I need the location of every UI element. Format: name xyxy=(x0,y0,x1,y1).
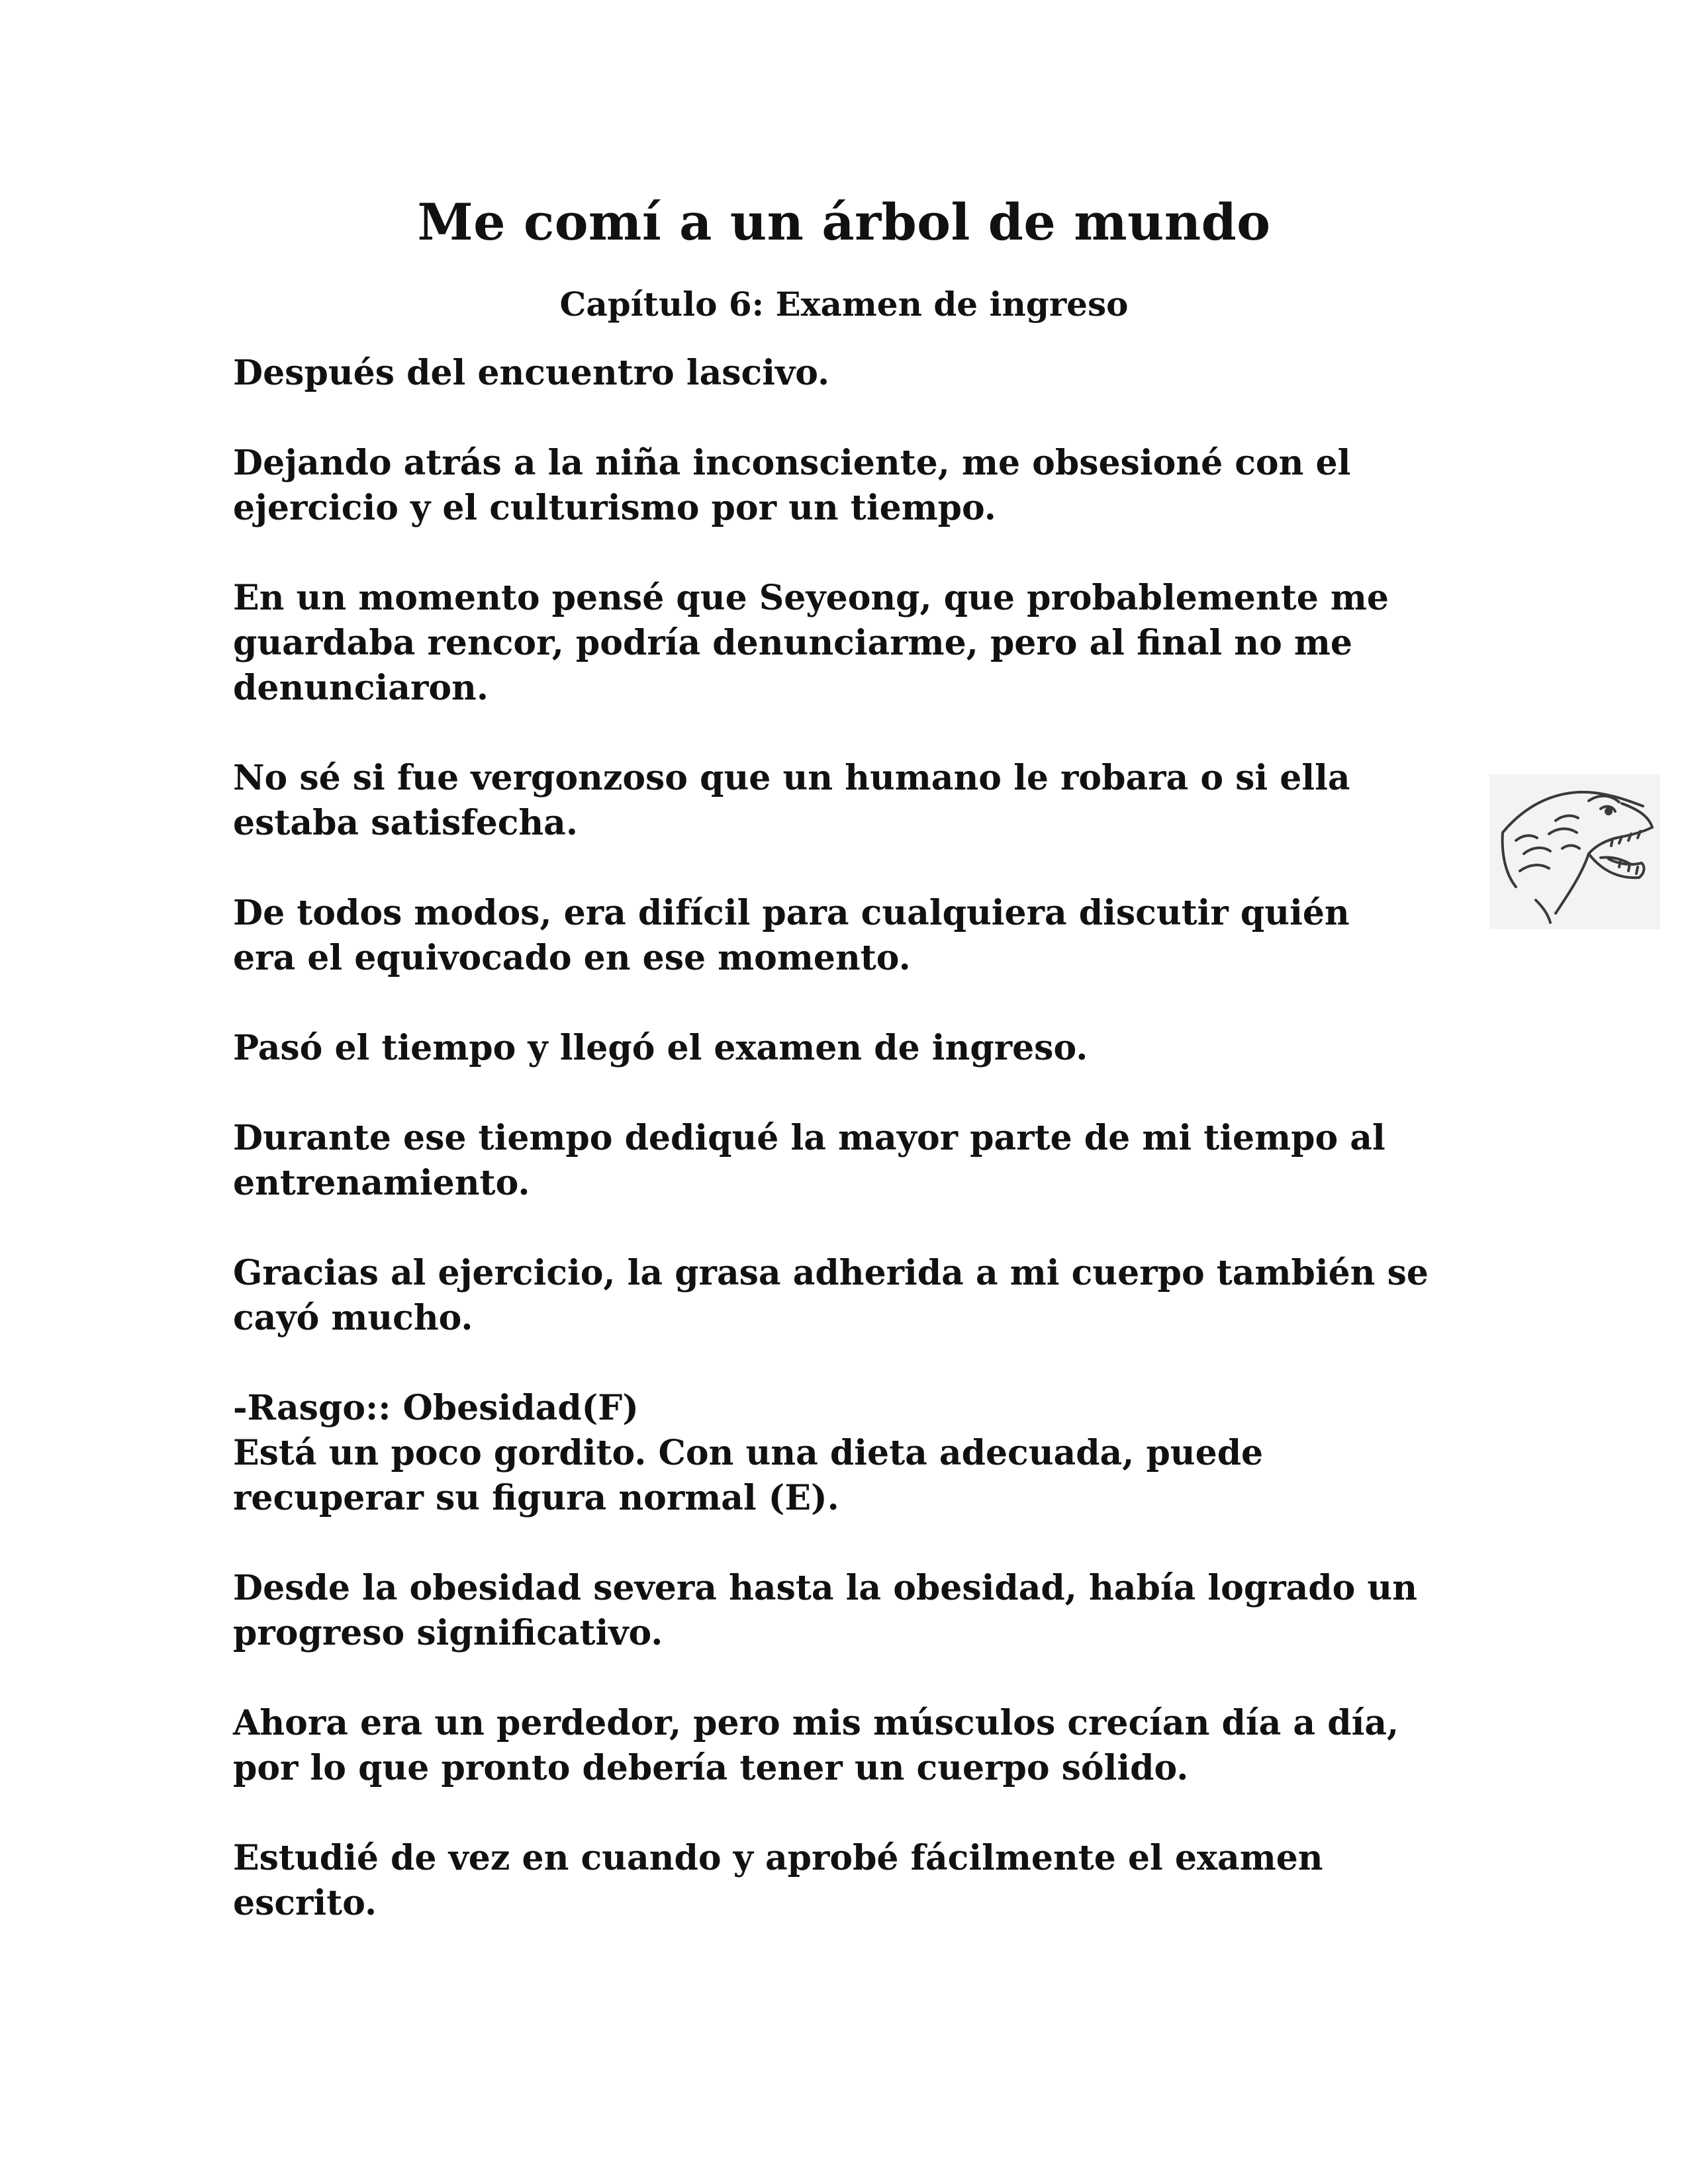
text-line: guardaba rencor, podría denunciarme, pero al final no me xyxy=(233,623,1352,663)
paragraph xyxy=(233,891,1477,981)
text-line: Gracias al ejercicio, la grasa adherida a mi cuerpo también se xyxy=(233,1253,1429,1293)
paragraph xyxy=(233,1026,1477,1071)
text-line: Desde la obesidad severa hasta la obesidad, había logrado un xyxy=(233,1568,1418,1608)
paragraph xyxy=(233,1251,1477,1341)
paragraph xyxy=(233,756,1477,846)
text-line: escrito. xyxy=(233,1883,377,1923)
text-line: Estudié de vez en cuando y aprobé fácilmente el examen xyxy=(233,1838,1323,1878)
text-line: era el equivocado en ese momento. xyxy=(233,938,911,978)
text-line: cayó mucho. xyxy=(233,1298,473,1338)
text-line: En un momento pensé que Seyeong, que probablemente me xyxy=(233,578,1389,618)
text-line: ejercicio y el culturismo por un tiempo. xyxy=(233,488,996,528)
text-line: Durante ese tiempo dediqué la mayor parte de mi tiempo al xyxy=(233,1118,1385,1158)
trait-heading xyxy=(233,1386,1477,1431)
paragraph xyxy=(233,351,1477,396)
text-line: por lo que pronto debería tener un cuerpo sólido. xyxy=(233,1748,1189,1788)
text-line: No sé si fue vergonzoso que un humano le robara o si ella xyxy=(233,758,1350,798)
text-line: -Rasgo:: Obesidad(F) xyxy=(233,1388,639,1428)
text-line: De todos modos, era difícil para cualquiera discutir quién xyxy=(233,893,1350,933)
dinosaur-head-sketch-icon xyxy=(1489,774,1660,929)
paragraph xyxy=(233,1836,1477,1926)
document-title: Me comí a un árbol de mundo xyxy=(417,193,1271,251)
text-line: Pasó el tiempo y llegó el examen de ingreso. xyxy=(233,1028,1088,1068)
chapter-body xyxy=(233,351,1477,1971)
text-line: recuperar su figura normal (E). xyxy=(233,1478,839,1518)
text-line: entrenamiento. xyxy=(233,1163,530,1203)
text-line: estaba satisfecha. xyxy=(233,803,578,843)
paragraph xyxy=(233,576,1477,711)
text-line: Dejando atrás a la niña inconsciente, me obsesioné con el xyxy=(233,443,1351,483)
paragraph xyxy=(233,1116,1477,1206)
paragraph xyxy=(233,441,1477,531)
text-line: Está un poco gordito. Con una dieta adecuada, puede xyxy=(233,1433,1264,1473)
chapter-subtitle: Capítulo 6: Examen de ingreso xyxy=(559,285,1129,324)
text-line: progreso significativo. xyxy=(233,1613,663,1653)
trait-description xyxy=(233,1431,1477,1521)
text-line: Después del encuentro lascivo. xyxy=(233,353,830,393)
paragraph xyxy=(233,1566,1477,1656)
text-line: denunciaron. xyxy=(233,668,489,708)
text-line: Ahora era un perdedor, pero mis músculos crecían día a día, xyxy=(233,1703,1399,1743)
paragraph xyxy=(233,1701,1477,1791)
